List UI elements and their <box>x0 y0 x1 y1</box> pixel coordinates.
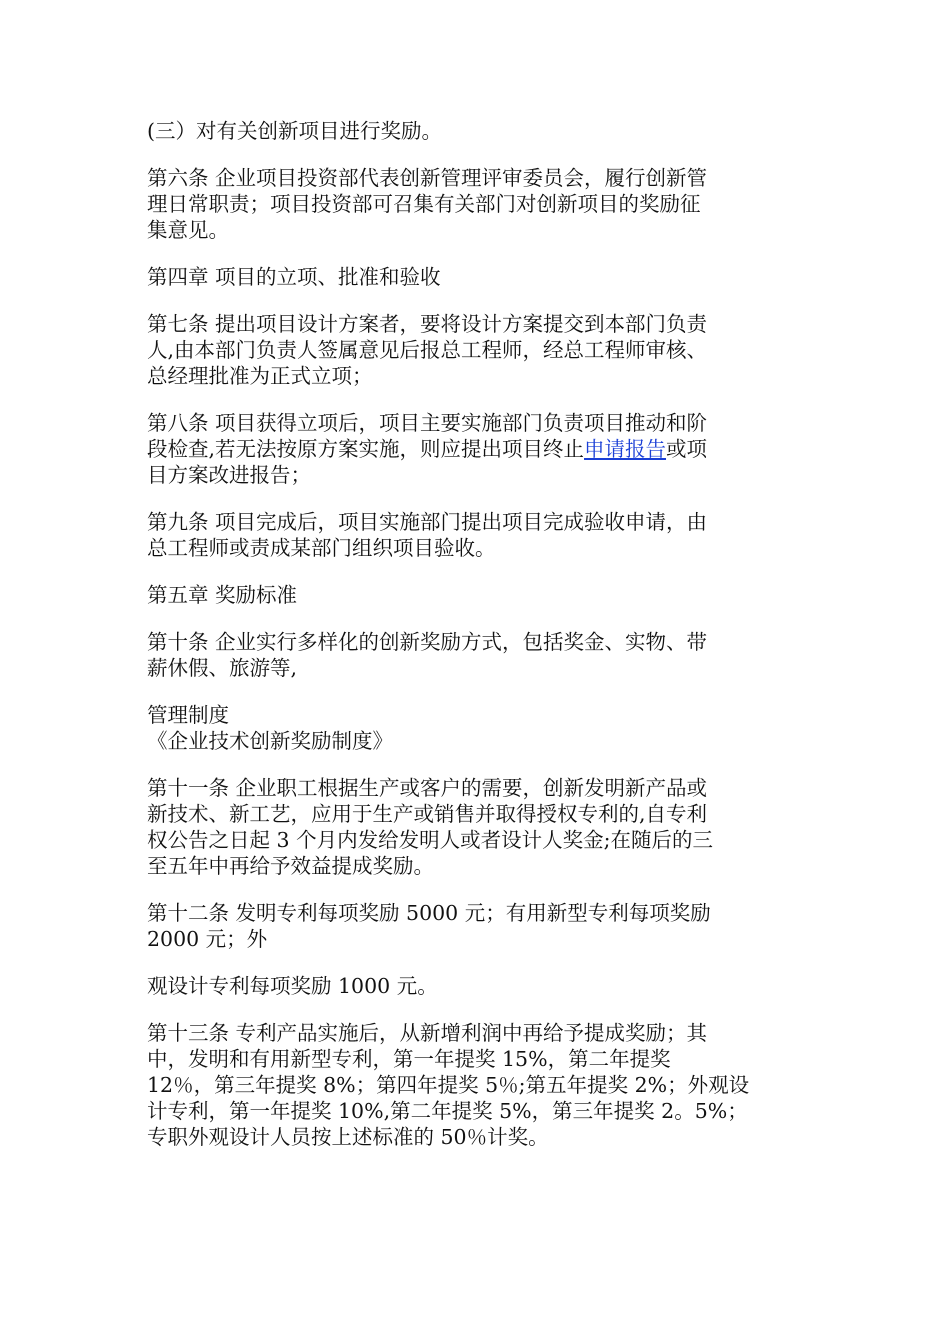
application-report-link[interactable]: 申请报告 <box>584 437 667 461</box>
paragraph-article-12 <box>147 900 807 952</box>
text-segment: 或项 <box>666 437 708 461</box>
text-line: 计专利，第一年提奖 10%,第二年提奖 5%，第三年提奖 2。5%； <box>147 1099 748 1123</box>
text-line: 第八条 项目获得立项后，项目主要实施部门负责项目推动和阶 <box>147 411 708 435</box>
paragraph-article-10 <box>147 629 807 681</box>
document-title: 《企业技术创新奖励制度》 <box>147 729 393 753</box>
paragraph-article-13 <box>147 1020 807 1150</box>
paragraph-article-11 <box>147 775 807 879</box>
text-segment: 段检查,若无法按原方案实施，则应提出项目终止 <box>147 437 585 461</box>
text-line: 第十条 企业实行多样化的创新奖励方式，包括奖金、实物、带 <box>147 630 708 654</box>
text-line: 总经理批准为正式立项； <box>147 364 373 388</box>
text-line: 薪休假、旅游等, <box>147 656 298 680</box>
text-line: 专职外观设计人员按上述标准的 50％计奖。 <box>147 1125 549 1149</box>
paragraph-article-9 <box>147 509 807 561</box>
text-line: 观设计专利每项奖励 1000 元。 <box>147 974 438 998</box>
text-line: 理日常职责；项目投资部可召集有关部门对创新项目的奖励征 <box>147 192 701 216</box>
text-line: 2000 元；外 <box>147 927 268 951</box>
chapter-title: 第四章 项目的立项、批准和验收 <box>147 265 441 289</box>
paragraph-article-12-cont <box>147 973 807 999</box>
text-line: (三）对有关创新项目进行奖励。 <box>147 119 442 143</box>
chapter-title: 第五章 奖励标准 <box>147 583 298 607</box>
text-line: 第七条 提出项目设计方案者，要将设计方案提交到本部门负责 <box>147 312 708 336</box>
document-page <box>147 118 807 1171</box>
text-line: 总工程师或责成某部门组织项目验收。 <box>147 536 496 560</box>
paragraph-article-7 <box>147 311 807 389</box>
text-line: 目方案改进报告； <box>147 463 311 487</box>
paragraph-reward-clause <box>147 118 807 144</box>
text-line: 至五年中再给予效益提成奖励。 <box>147 854 434 878</box>
chapter-5-heading <box>147 582 807 608</box>
text-line: 12％，第三年提奖 8%；第四年提奖 5％;第五年提奖 2%；外观设 <box>147 1073 750 1097</box>
text-line-with-link <box>147 436 807 462</box>
text-line: 人,由本部门负责人签属意见后报总工程师，经总工程师审核、 <box>147 338 708 362</box>
text-line: 新技术、新工艺，应用于生产或销售并取得授权专利的,自专利 <box>147 802 708 826</box>
text-line: 权公告之日起 3 个月内发给发明人或者设计人奖金;在随后的三 <box>147 828 713 852</box>
text-line: 第六条 企业项目投资部代表创新管理评审委员会，履行创新管 <box>147 166 708 190</box>
text-line: 中，发明和有用新型专利，第一年提奖 15%，第二年提奖 <box>147 1047 671 1071</box>
text-line: 第九条 项目完成后，项目实施部门提出项目完成验收申请，由 <box>147 510 708 534</box>
text-line: 第十二条 发明专利每项奖励 5000 元；有用新型专利每项奖励 <box>147 901 711 925</box>
paragraph-article-6 <box>147 165 807 243</box>
text-line: 第十三条 专利产品实施后，从新增利润中再给予提成奖励；其 <box>147 1021 708 1045</box>
text-line: 集意见。 <box>147 218 229 242</box>
text-line: 第十一条 企业职工根据生产或客户的需要，创新发明新产品或 <box>147 776 708 800</box>
chapter-4-heading <box>147 264 807 290</box>
paragraph-article-8 <box>147 410 807 488</box>
section-label: 管理制度 <box>147 703 229 727</box>
paragraph-section-title <box>147 702 807 754</box>
